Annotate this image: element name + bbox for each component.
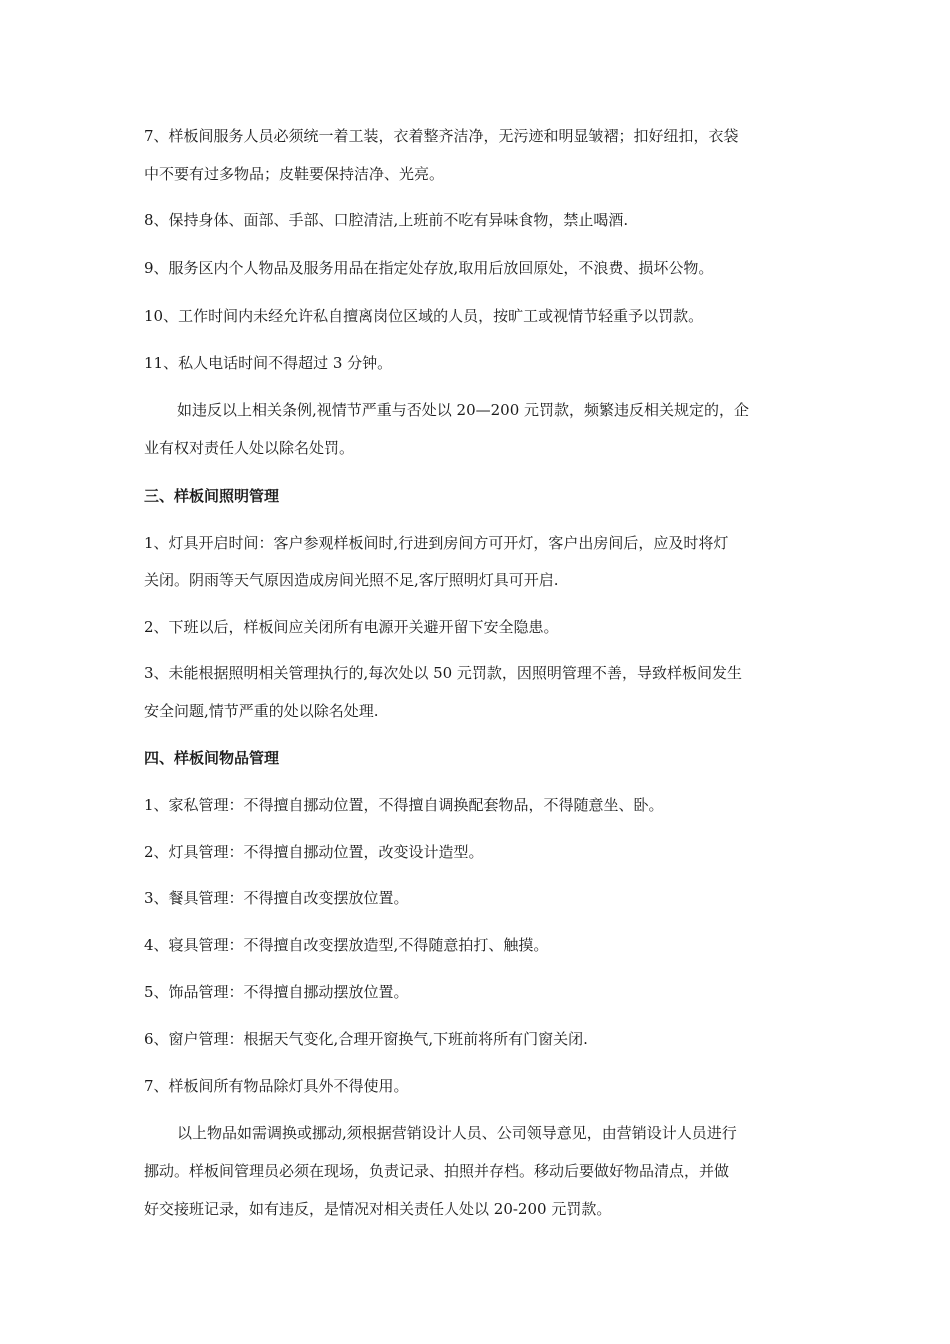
closing-paragraph-line-1: 以上物品如需调换或挪动,须根据营销设计人员、公司领导意见，由营销设计人员进行	[177, 1124, 737, 1142]
section-four-heading: 四、样板间物品管理	[144, 749, 280, 767]
item-rule-6: 6、窗户管理：根据天气变化,合理开窗换气,下班前将所有门窗关闭.	[144, 1030, 588, 1048]
item-rule-5: 5、饰品管理：不得擅自挪动摆放位置。	[144, 983, 409, 1001]
rule-9: 9、服务区内个人物品及服务用品在指定处存放,取用后放回原处，不浪费、损坏公物。	[144, 259, 714, 277]
lighting-rule-2: 2、下班以后，样板间应关闭所有电源开关避开留下安全隐患。	[144, 618, 559, 636]
lighting-rule-3-line-2: 安全问题,情节严重的处以除名处理.	[144, 702, 379, 720]
rule-7-line-2: 中不要有过多物品；皮鞋要保持洁净、光亮。	[144, 165, 445, 183]
section-three-heading: 三、样板间照明管理	[144, 487, 280, 505]
rule-8: 8、保持身体、面部、手部、口腔清洁,上班前不吃有异味食物，禁止喝酒.	[144, 211, 629, 229]
item-rule-4: 4、寝具管理：不得擅自改变摆放造型,不得随意拍打、触摸。	[144, 936, 549, 954]
lighting-rule-3-line-1: 3、未能根据照明相关管理执行的,每次处以 50 元罚款，因照明管理不善，导致样板间发生	[144, 664, 742, 682]
closing-paragraph-line-3: 好交接班记录，如有违反，是情况对相关责任人处以 20-200 元罚款。	[144, 1200, 612, 1218]
rule-11: 11、私人电话时间不得超过 3 分钟。	[144, 354, 393, 372]
lighting-rule-1-line-2: 关闭。阴雨等天气原因造成房间光照不足,客厅照明灯具可开启.	[144, 571, 559, 589]
penalty-paragraph-line-2: 业有权对责任人处以除名处罚。	[144, 439, 355, 457]
item-rule-1: 1、家私管理：不得擅自挪动位置，不得擅自调换配套物品，不得随意坐、卧。	[144, 796, 664, 814]
item-rule-3: 3、餐具管理：不得擅自改变摆放位置。	[144, 889, 409, 907]
rule-7-line-1: 7、样板间服务人员必须统一着工装，衣着整齐洁净，无污迹和明显皱褶；扣好纽扣，衣袋	[144, 127, 739, 145]
item-rule-2: 2、灯具管理：不得擅自挪动位置，改变设计造型。	[144, 843, 484, 861]
item-rule-7: 7、样板间所有物品除灯具外不得使用。	[144, 1077, 409, 1095]
penalty-paragraph-line-1: 如违反以上相关条例,视情节严重与否处以 20—200 元罚款，频繁违反相关规定的，企	[177, 401, 750, 419]
closing-paragraph-line-2: 挪动。样板间管理员必须在现场，负责记录、拍照并存档。移动后要做好物品清点，并做	[144, 1162, 730, 1180]
lighting-rule-1-line-1: 1、灯具开启时间：客户参观样板间时,行进到房间方可开灯，客户出房间后，应及时将灯	[144, 534, 729, 552]
rule-10: 10、工作时间内未经允许私自擅离岗位区域的人员，按旷工或视情节轻重予以罚款。	[144, 307, 704, 325]
